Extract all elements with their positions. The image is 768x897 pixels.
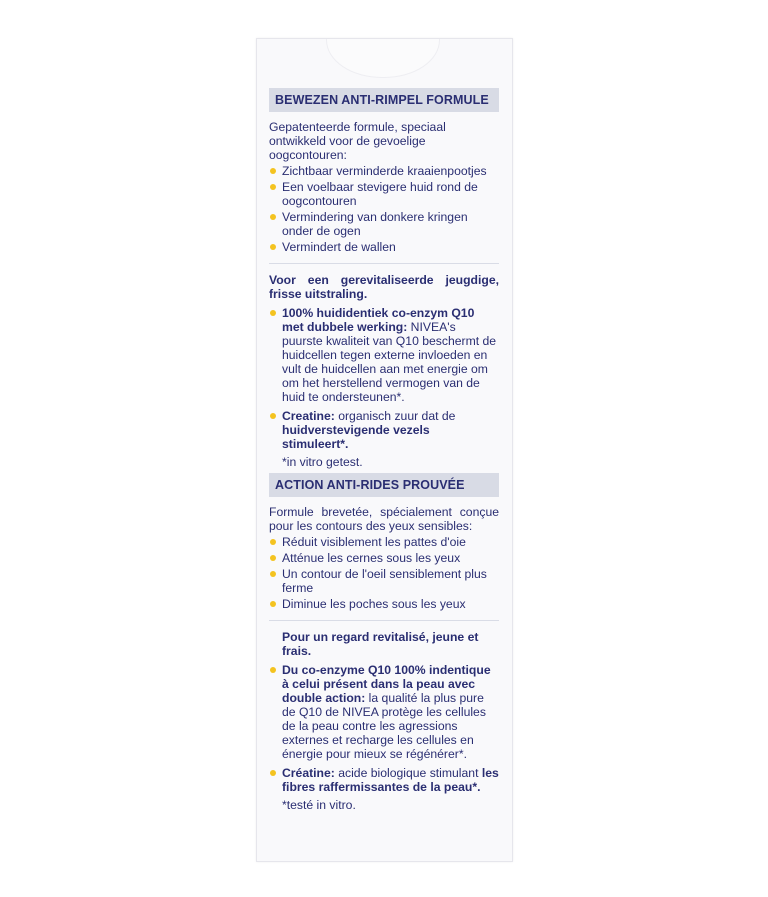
nl-section-header: BEWEZEN ANTI-RIMPEL FORMULE bbox=[269, 88, 499, 112]
bullet-dot-icon bbox=[270, 413, 276, 419]
nl-feature-list bbox=[269, 306, 499, 451]
fr-tagline: Pour un regard revitalisé, jeune et frais. bbox=[282, 630, 479, 658]
nl-bullet-list bbox=[269, 164, 499, 254]
list-item: Atténue les cernes sous les yeux bbox=[269, 551, 499, 565]
list-item: Réduit visiblement les pattes d'oie bbox=[269, 535, 499, 549]
bullet-dot-icon bbox=[270, 168, 276, 174]
fr-intro: Formule brevetée, spécialement conçue pour les contours des yeux sensibles: bbox=[269, 505, 499, 533]
fr-footnote: *testé in vitro. bbox=[282, 798, 356, 812]
list-item: Vermindert de wallen bbox=[269, 240, 499, 254]
bullet-dot-icon bbox=[270, 184, 276, 190]
list-item: Diminue les poches sous les yeux bbox=[269, 597, 499, 611]
package-text bbox=[269, 88, 499, 812]
nl-tagline: Voor een gerevitaliseerde jeugdige, frisse uitstraling. bbox=[269, 273, 499, 301]
list-item: 100% huididentiek co-enzym Q10 met dubbele werking: NIVEA's puurste kwaliteit van Q10 beschermt de huidcellen tegen externe invloeden en vult de huidcellen aan met energie om om het herstellend vermogen van de huid te ondersteunen*. bbox=[269, 306, 499, 404]
divider bbox=[269, 620, 499, 621]
bullet-dot-icon bbox=[270, 571, 276, 577]
bullet-dot-icon bbox=[270, 244, 276, 250]
fr-feature-list bbox=[269, 663, 499, 794]
list-item: Vermindering van donkere kringen onder de ogen bbox=[269, 210, 499, 238]
bullet-dot-icon bbox=[270, 770, 276, 776]
fr-section-header: ACTION ANTI-RIDES PROUVÉE bbox=[269, 473, 499, 497]
bullet-dot-icon bbox=[270, 539, 276, 545]
nl-intro: Gepatenteerde formule, speciaal ontwikkeld voor de gevoelige oogcontouren: bbox=[269, 120, 446, 162]
list-item: Du co-enzyme Q10 100% indentique à celui présent dans la peau avec double action: la qualité la plus pure de Q10 de NIVEA protège les cellules de la peau contre les agressions externes et recharge les cellules en énergie pour mieux se régénérer*. bbox=[269, 663, 499, 761]
nl-footnote: *in vitro getest. bbox=[282, 455, 363, 469]
bullet-dot-icon bbox=[270, 601, 276, 607]
list-item: Créatine: acide biologique stimulant les fibres raffermissantes de la peau*. bbox=[269, 766, 499, 794]
list-item: Een voelbaar stevigere huid rond de oogcontouren bbox=[269, 180, 499, 208]
bullet-dot-icon bbox=[270, 310, 276, 316]
list-item: Creatine: organisch zuur dat de huidverstevigende vezels stimuleert*. bbox=[269, 409, 499, 451]
divider bbox=[269, 263, 499, 264]
list-item: Un contour de l'oeil sensiblement plus ferme bbox=[269, 567, 499, 595]
bullet-dot-icon bbox=[270, 214, 276, 220]
list-item: Zichtbaar verminderde kraaienpootjes bbox=[269, 164, 499, 178]
fr-bullet-list bbox=[269, 535, 499, 611]
bullet-dot-icon bbox=[270, 555, 276, 561]
bullet-dot-icon bbox=[270, 667, 276, 673]
